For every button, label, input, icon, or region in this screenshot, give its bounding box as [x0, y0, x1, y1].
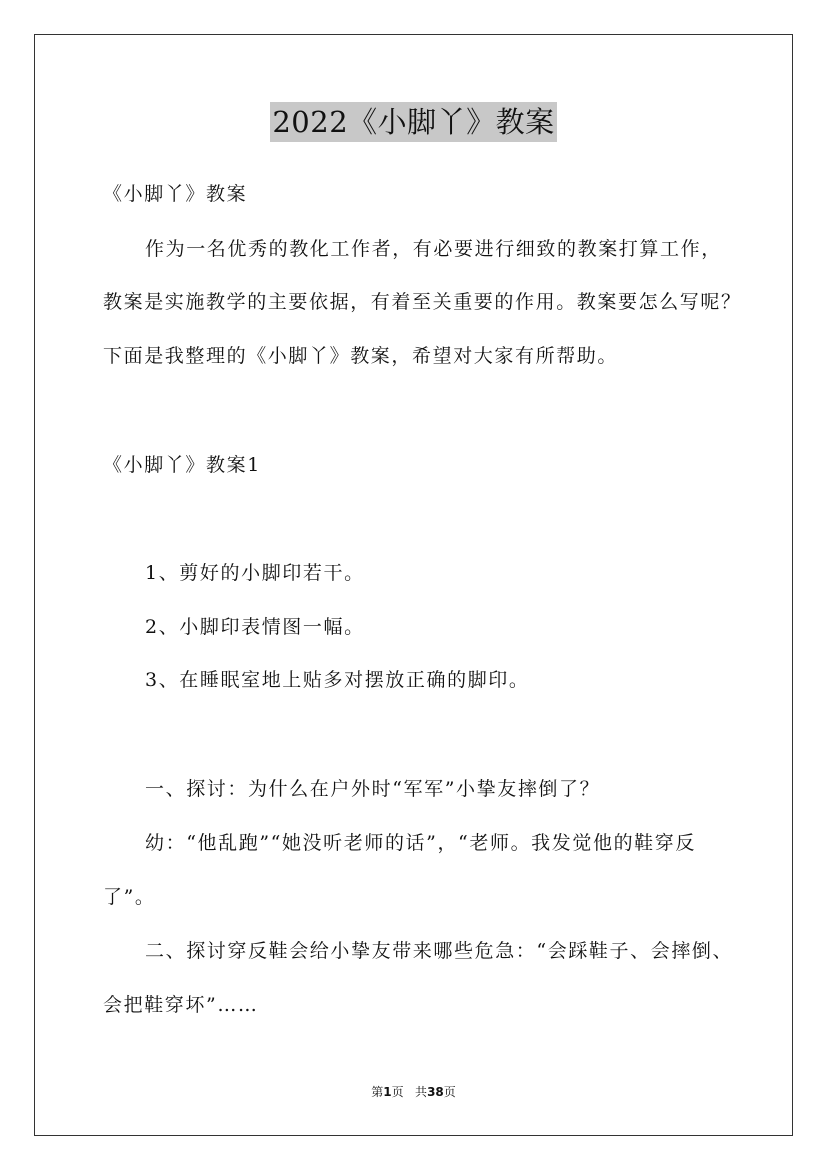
list-item: 1、剪好的小脚印若干。: [145, 562, 365, 584]
paragraph-line: 教案是实施教学的主要依据，有着至关重要的作用。教案要怎么写呢？: [103, 291, 742, 313]
list-item: 2、小脚印表情图一幅。: [145, 616, 365, 638]
title-wrap: [0, 102, 827, 142]
paragraph-line: 会把鞋穿坏”……: [103, 994, 259, 1016]
page-footer: [0, 1084, 827, 1100]
paragraph-line: 二、探讨穿反鞋会给小挚友带来哪些危急：“会踩鞋子、会摔倒、: [145, 940, 734, 962]
paragraph-line: 下面是我整理的《小脚丫》教案，希望对大家有所帮助。: [103, 345, 619, 367]
footer-page-number: 1: [383, 1085, 392, 1099]
footer-page-suffix: 页: [391, 1085, 404, 1099]
paragraph-line: 一、探讨：为什么在户外时“军军”小挚友摔倒了？: [145, 778, 601, 800]
paragraph-line: 作为一名优秀的教化工作者，有必要进行细致的教案打算工作，: [145, 238, 722, 260]
paragraph-line: 了”。: [103, 886, 156, 908]
footer-total-suffix: 页: [443, 1085, 456, 1099]
list-item: 3、在睡眠室地上贴多对摆放正确的脚印。: [145, 669, 530, 691]
footer-total-prefix: 共: [415, 1085, 428, 1099]
paragraph-line: 幼：“他乱跑”“她没听老师的话”，“老师。我发觉他的鞋穿反: [145, 832, 696, 854]
footer-page-prefix: 第: [371, 1085, 384, 1099]
section-heading: 《小脚丫》教案: [103, 183, 248, 205]
footer-total-pages: 38: [427, 1085, 444, 1099]
document-title: 2022《小脚丫》教案: [270, 102, 556, 142]
section-heading: 《小脚丫》教案1: [103, 454, 261, 476]
